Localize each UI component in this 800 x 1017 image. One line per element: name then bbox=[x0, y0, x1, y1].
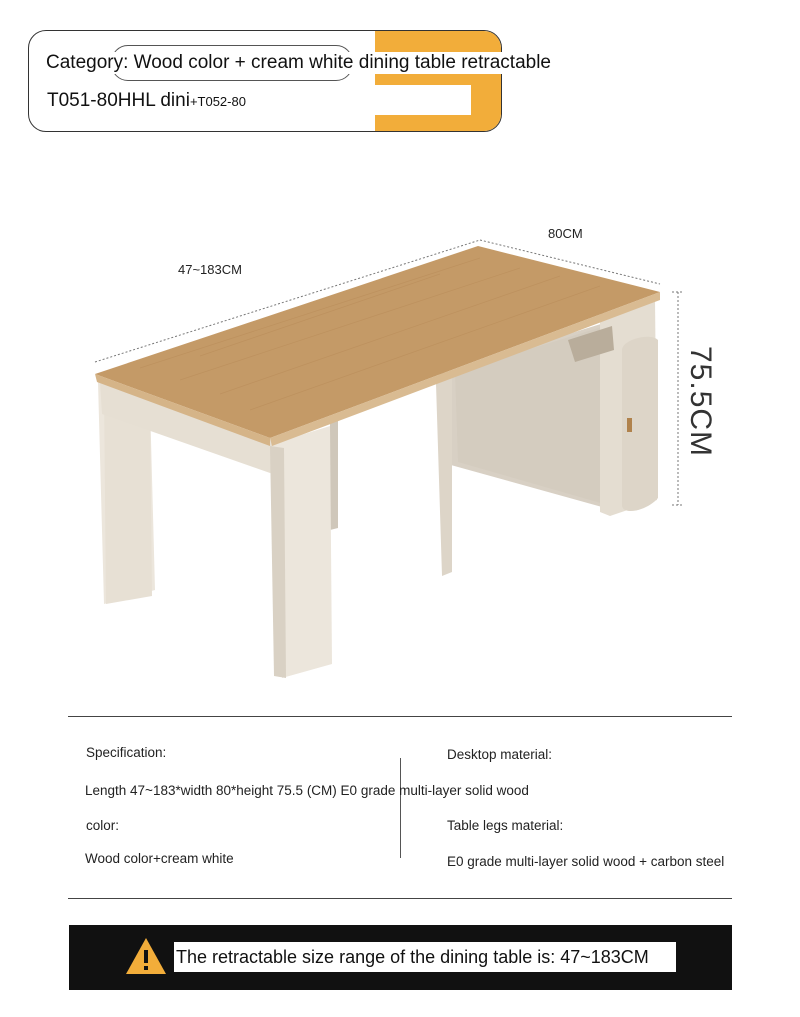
legs-material-value: E0 grade multi-layer solid wood + carbon steel bbox=[447, 854, 725, 869]
specification-label: Specification: bbox=[86, 745, 167, 760]
legs-material-label: Table legs material: bbox=[447, 818, 564, 833]
warning-icon bbox=[124, 936, 168, 976]
spec-bottom-rule bbox=[68, 898, 732, 899]
category-text: Category: Wood color + cream white dining table retractable bbox=[46, 52, 555, 74]
height-label: 75.5CM bbox=[684, 346, 717, 458]
notice-text: The retractable size range of the dining table is: 47~183CM bbox=[174, 942, 676, 972]
spec-column-divider bbox=[400, 758, 401, 858]
specification-value: Length 47~183*width 80*height 75.5 (CM) E0 grade multi-layer solid wood bbox=[85, 783, 529, 798]
color-value: Wood color+cream white bbox=[85, 851, 234, 866]
color-label: color: bbox=[86, 818, 120, 833]
model-main: T051-80HHL dini bbox=[47, 90, 190, 111]
desktop-material-label: Desktop material: bbox=[447, 747, 553, 762]
spec-top-rule bbox=[68, 716, 732, 717]
depth-label: 80CM bbox=[548, 226, 583, 241]
length-label: 47~183CM bbox=[178, 262, 242, 277]
model-suffix: +T052-80 bbox=[189, 94, 246, 109]
